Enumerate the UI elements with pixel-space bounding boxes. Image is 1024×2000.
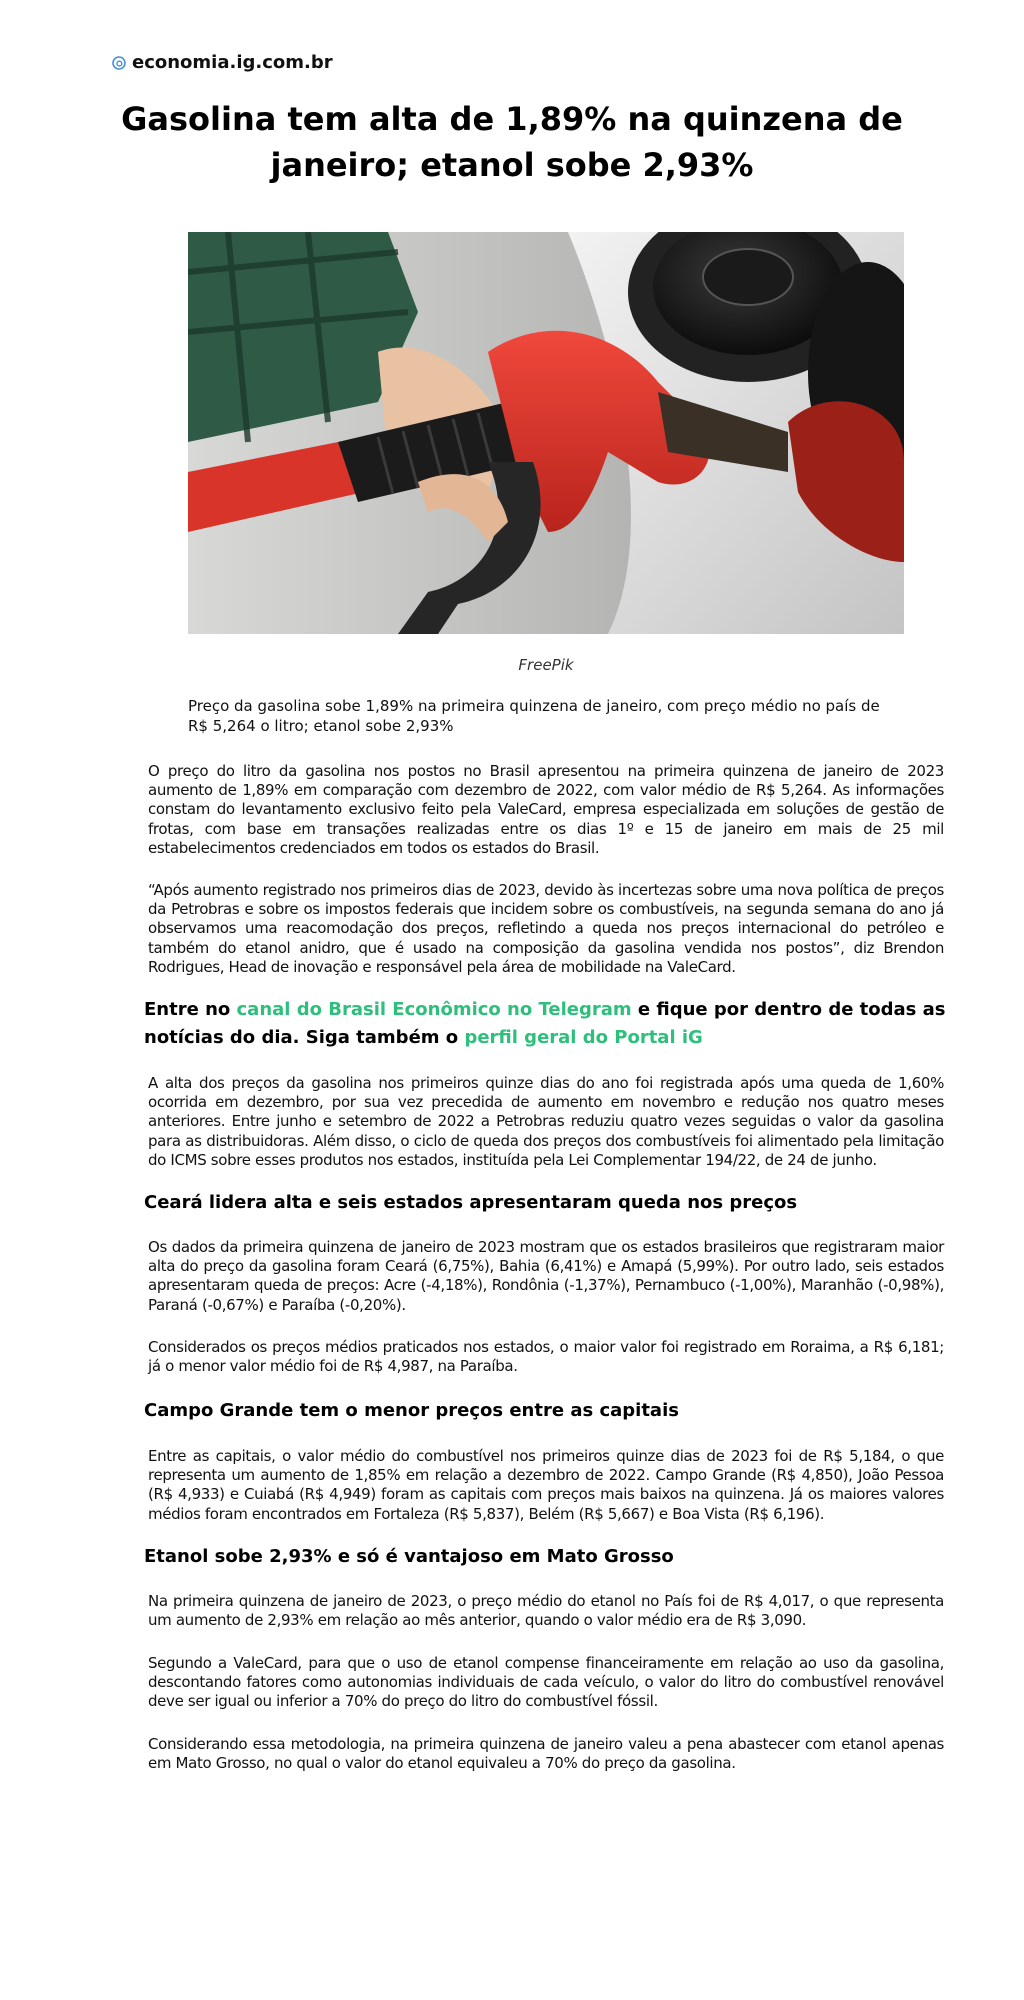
fuel-pump-photo (188, 232, 904, 634)
paragraph: Os dados da primeira quinzena de janeiro de 2023 mostram que os estados brasileiros que registraram maior alta do preço da gasolina foram Ceará (6,75%), Bahia (6,41%) e Amapá (5,99%). Por outro lado, seis estados apresentaram queda de preços: Acre (-4,18%), Rondônia (-1,37%), Pernambuco (-1,00%), Maranhão (-0,98%), Paraná (-0,67%) e Paraíba (-0,20%). (148, 1238, 944, 1314)
paragraph: Considerados os preços médios praticados nos estados, o maior valor foi registrado em Roraima, a R$ 6,181; já o menor valor médio foi de R$ 4,987, na Paraíba. (148, 1338, 944, 1376)
article-image (188, 232, 904, 634)
paragraph: Segundo a ValeCard, para que o uso de etanol compense financeiramente em relação ao uso da gasolina, descontando fatores como autonomias individuais de cada veículo, o valor do litro do combustível renovável deve ser igual ou inferior a 70% do preço do litro do combustível fóssil. (148, 1654, 944, 1711)
section-heading: Campo Grande tem o menor preços entre as capitais (144, 1400, 679, 1421)
ig-logo-icon (112, 56, 126, 70)
section-heading: Ceará lidera alta e seis estados apresentaram queda nos preços (144, 1192, 798, 1213)
paragraph: A alta dos preços da gasolina nos primeiros quinze dias do ano foi registrada após uma queda de 1,60% ocorrida em dezembro, por sua vez precedida de aumento em novembro e redução nos quatro meses anteriores. Entre junho e setembro de 2022 a Petrobras reduziu quatro vezes seguidas o valor da gasolina para as distribuidoras. Além disso, o ciclo de queda dos preços dos combustíveis foi alimentado pela limitação do ICMS sobre esses produtos nos estados, instituída pela Lei Complementar 194/22, de 24 de junho. (148, 1074, 944, 1169)
paragraph: Considerando essa metodologia, na primeira quinzena de janeiro valeu a pena abastecer com etanol apenas em Mato Grosso, no qual o valor do etanol equivaleu a 70% do preço da gasolina. (148, 1735, 944, 1773)
cta-text: Entre no (144, 999, 237, 1020)
article-title: Gasolina tem alta de 1,89% na quinzena de janeiro; etanol sobe 2,93% (121, 100, 903, 184)
section-heading: Etanol sobe 2,93% e só é vantajoso em Mato Grosso (144, 1546, 674, 1567)
image-caption: FreePik (518, 656, 574, 674)
site-name: economia.ig.com.br (132, 52, 333, 73)
paragraph: Entre as capitais, o valor médio do combustível nos primeiros quinze dias de 2023 foi de R$ 5,184, o que representa um aumento de 1,85% em relação a dezembro de 2022. Campo Grande (R$ 4,850), João Pessoa (R$ 4,933) e Cuiabá (R$ 4,949) foram as capitais com preços mais baixos na quinzena. Já os maiores valores médios foram encontrados em Fortaleza (R$ 5,837), Belém (R$ 5,667) e Boa Vista (R$ 6,196). (148, 1447, 944, 1523)
portal-ig-profile-link[interactable]: perfil geral do Portal iG (464, 1027, 703, 1048)
paragraph: Na primeira quinzena de janeiro de 2023, o preço médio do etanol no País foi de R$ 4,017, o que representa um aumento de 2,93% em relação ao mês anterior, quando o valor médio era de R$ 3,090. (148, 1592, 944, 1630)
cta-text: e fique por dentro de todas as notícias do dia. Siga também o (144, 999, 946, 1048)
telegram-cta (144, 996, 954, 1052)
paragraph: O preço do litro da gasolina nos postos no Brasil apresentou na primeira quinzena de janeiro de 2023 aumento de 1,89% em comparação com dezembro de 2022, com valor médio de R$ 5,264. As informações constam do levantamento exclusivo feito pela ValeCard, empresa especializada em soluções de gestão de frotas, com base em transações realizadas entre os dias 1º e 15 de janeiro em mais de 25 mil estabelecimentos credenciados em todos os estados do Brasil. (148, 762, 944, 857)
article-lead: Preço da gasolina sobe 1,89% na primeira quinzena de janeiro, com preço médio no país de R$ 5,264 o litro; etanol sobe 2,93% (188, 697, 880, 735)
paragraph: “Após aumento registrado nos primeiros dias de 2023, devido às incertezas sobre uma nova política de preços da Petrobras e sobre os impostos federais que incidem sobre os combustíveis, na segunda semana do ano já observamos uma reacomodação dos preços, refletindo a queda nos preços internacional do petróleo e também do etanol anidro, que é usado na composição da gasolina vendida nos postos”, diz Brendon Rodrigues, Head de inovação e responsável pela área de mobilidade na ValeCard. (148, 881, 944, 976)
site-header[interactable] (112, 52, 333, 73)
telegram-channel-link[interactable]: canal do Brasil Econômico no Telegram (236, 999, 632, 1020)
